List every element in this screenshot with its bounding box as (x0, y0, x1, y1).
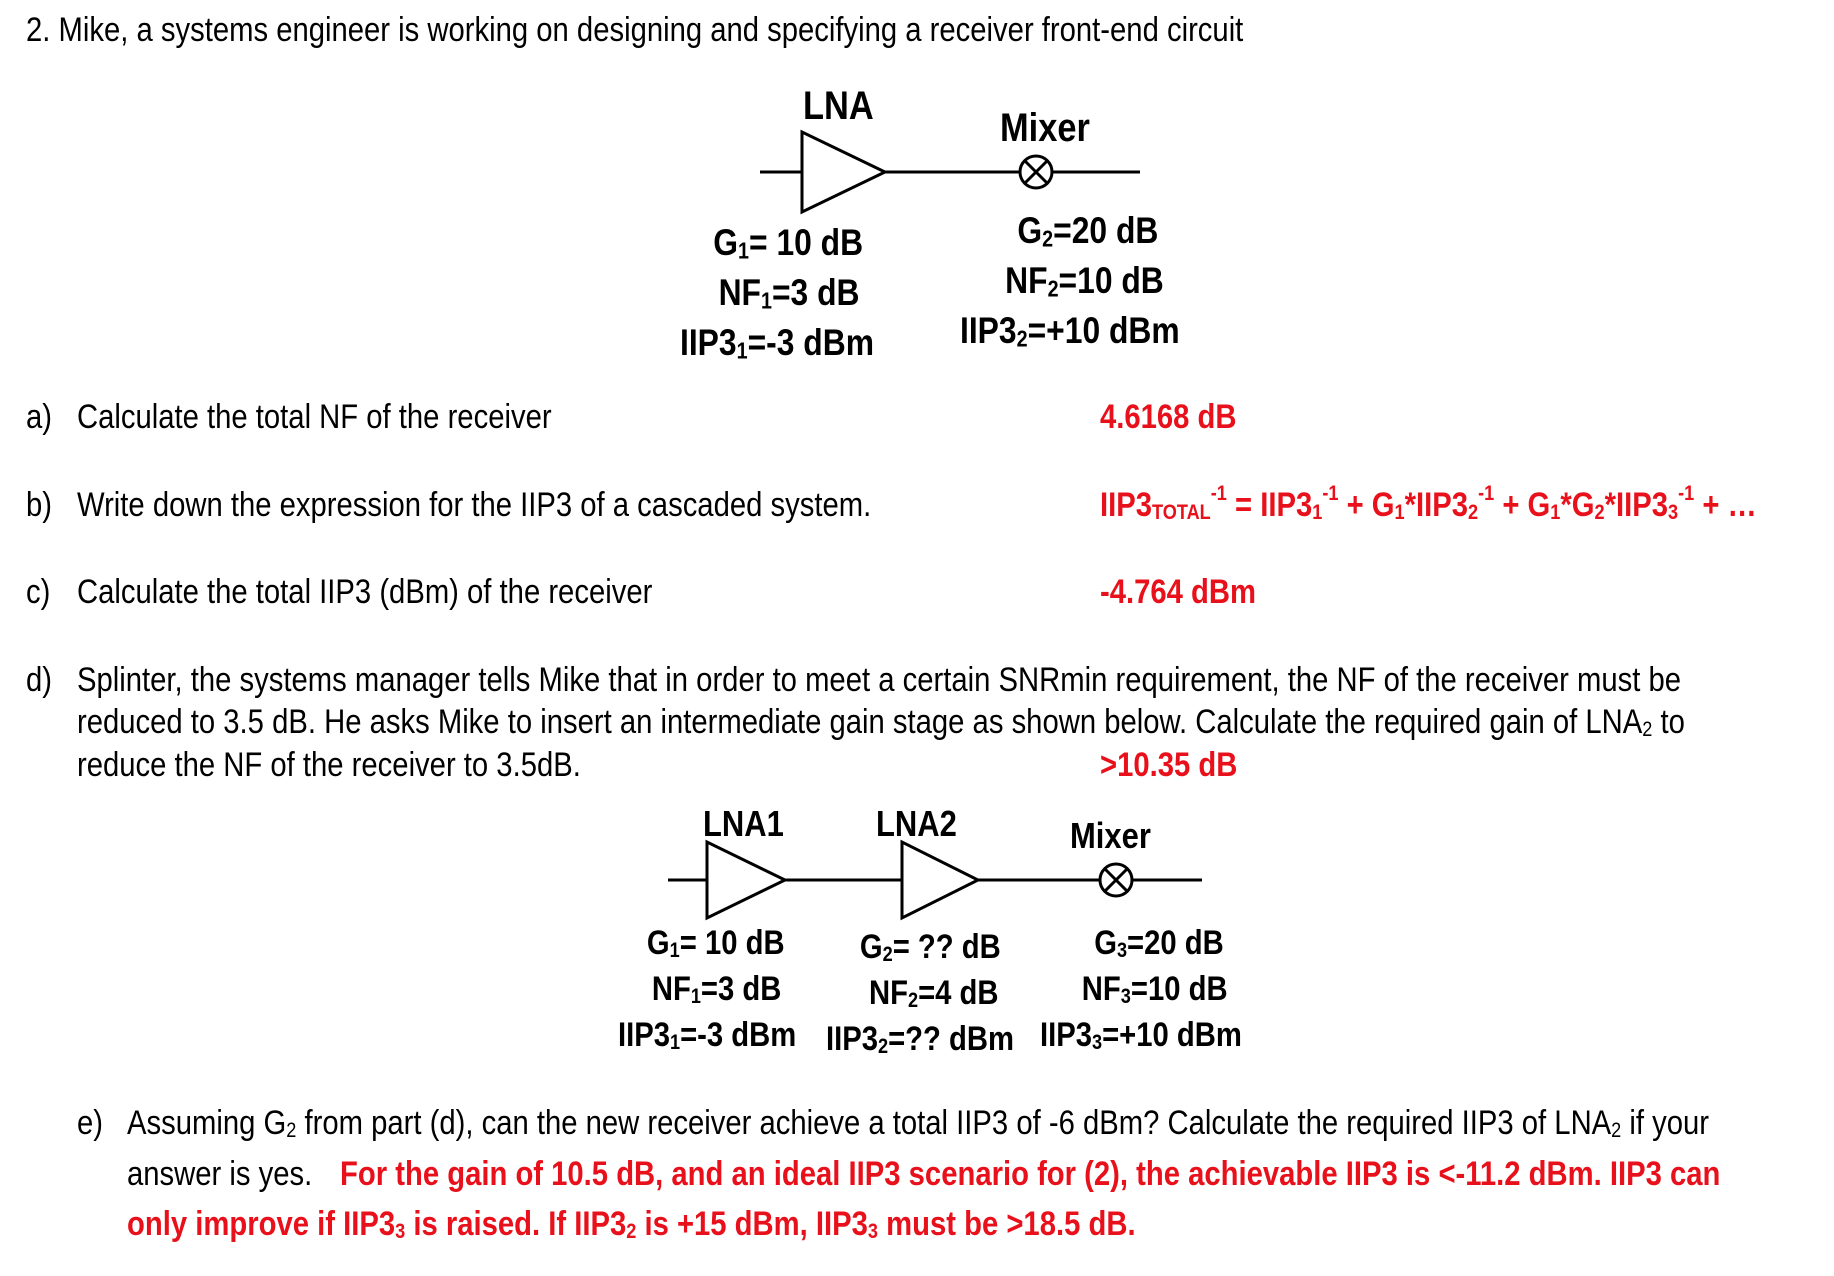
lna-iip3: $IIP3_1=-3$ dBm (680, 322, 875, 364)
question-number: 2. (26, 11, 51, 49)
part-e-answer-line2: only improve if $IIP3_3$ is raised. If $IIP3_2$ is +15 dBm, $IIP3_3$ must be >18.5 dB. (127, 1205, 1136, 1244)
mixer2-label: Mixer (1070, 815, 1151, 856)
mixer-gain: $G_2=20$ dB (1017, 210, 1159, 252)
part-b-answer-expression: $IIP3_{TOTAL}^{-1} = IIP3_1^{-1} + G_1*IIP3_2^{-1} + G_1*G_2*IIP3_3^{-1}$ + … (1100, 482, 1757, 525)
mixer-params (960, 206, 1180, 356)
stage3-params (1040, 920, 1242, 1058)
stage1-gain: $G_1= 10$ dB (646, 924, 785, 963)
lna-label: LNA (803, 84, 874, 128)
stage1-iip3: $IIP3_1=-3$ dBm (618, 1016, 797, 1055)
stage3-gain: $G_3=20$ dB (1094, 924, 1224, 963)
stage2-gain: $G_2=$ ?? dB (859, 928, 1001, 967)
part-d-letter: d) (26, 661, 53, 699)
part-e-line1: Assuming $G_2$ from part (d), can the new receiver achieve a total IIP3 of -6 dBm? Calculate the required IIP3 of $LNA_2$ if your (127, 1104, 1710, 1143)
part-d-line1: Splinter, the systems manager tells Mike that in order to meet a certain SNRmin requirement, the NF of the receiver must be (77, 661, 1682, 699)
stage3-nf: $NF_3=10$ dB (1081, 970, 1228, 1009)
lna-params (680, 218, 874, 368)
part-c-letter: c) (26, 573, 51, 611)
part-c-answer: -4.764 dBm (1100, 573, 1257, 611)
part-e-line2: answer is yes. (127, 1155, 313, 1193)
stage1-nf: $NF_1=3$ dB (651, 970, 782, 1009)
part-d-line2: reduced to 3.5 dB. He asks Mike to insert an intermediate gain stage as shown below. Calculate the required gain of $LNA_2$ to (77, 703, 1685, 742)
part-a-answer: 4.6168 dB (1100, 398, 1237, 436)
lna-nf: $NF_1=3$ dB (718, 272, 860, 314)
part-b-letter: b) (26, 486, 53, 524)
part-b-text: Write down the expression for the IIP3 of a cascaded system. (77, 486, 872, 524)
stage1-params (618, 920, 796, 1058)
question-text: Mike, a systems engineer is working on designing and specifying a receiver front-end circuit (58, 11, 1244, 49)
lna2-label: LNA2 (876, 803, 957, 844)
lna1-amplifier-triangle (707, 842, 785, 918)
stage2-nf: $NF_2=4$ dB (869, 974, 999, 1013)
part-d-line3: reduce the NF of the receiver to 3.5dB. (77, 746, 581, 784)
stage2-params (826, 924, 1014, 1062)
stage3-iip3: $IIP3_3=+10$ dBm (1040, 1016, 1242, 1055)
mixer-iip3: $IIP3_2=+10$ dBm (960, 310, 1180, 352)
stage2-iip3: $IIP3_2=$?? dBm (826, 1020, 1015, 1059)
lna1-label: LNA1 (703, 803, 784, 844)
part-e-letter: e) (77, 1104, 104, 1142)
mixer-label: Mixer (1000, 106, 1090, 150)
lna-gain: $G_1= 10$ dB (713, 222, 864, 264)
lna2-amplifier-triangle (902, 842, 978, 918)
part-a-text: Calculate the total NF of the receiver (77, 398, 552, 436)
part-e-answer-line1: For the gain of 10.5 dB, and an ideal IIP3 scenario for (2), the achievable IIP3 is <-11.2 dBm. IIP3 can (340, 1155, 1721, 1193)
part-c-text: Calculate the total IIP3 (dBm) of the receiver (77, 573, 653, 611)
part-a-letter: a) (26, 398, 53, 436)
part-d-answer: >10.35 dB (1100, 746, 1238, 784)
mixer-nf: $NF_2=10$ dB (1005, 260, 1164, 302)
lna-amplifier-triangle (802, 132, 885, 212)
